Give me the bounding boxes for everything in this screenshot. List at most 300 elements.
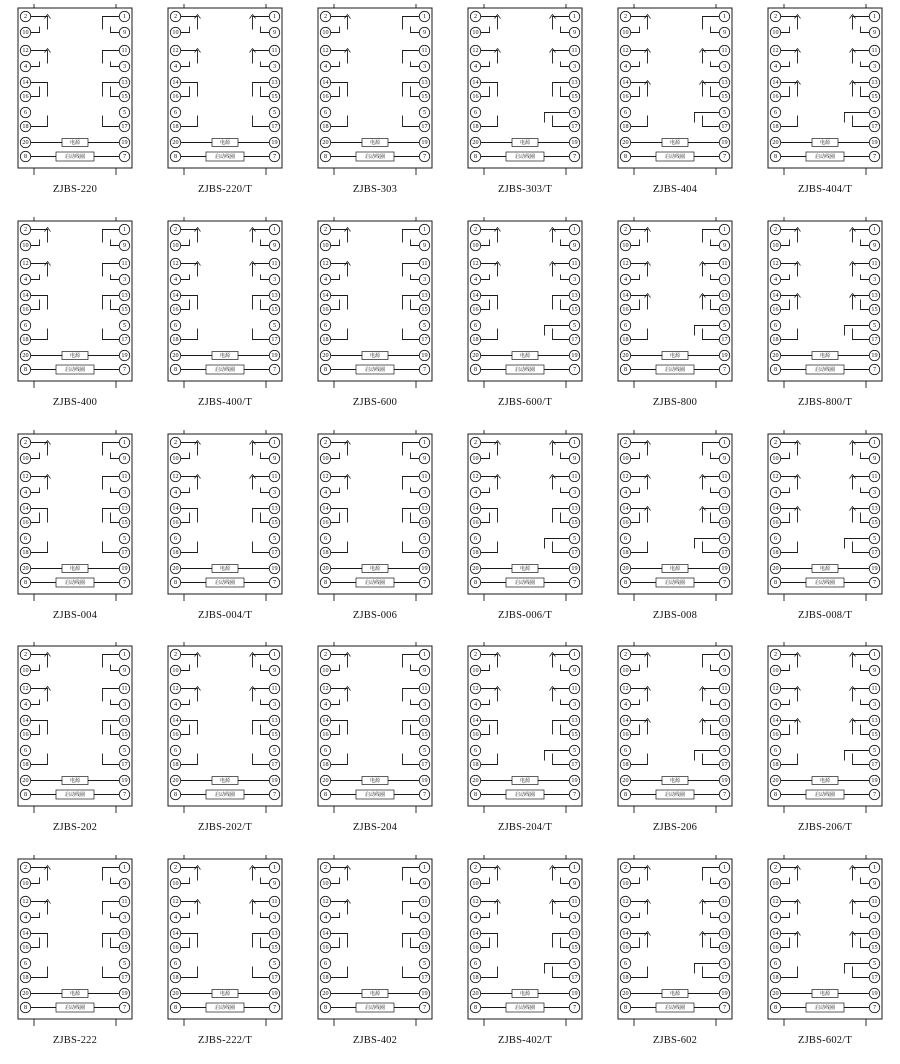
svg-text:15: 15 <box>721 944 728 952</box>
svg-text:14: 14 <box>322 930 329 938</box>
svg-text:5: 5 <box>272 534 277 542</box>
diagram-cell <box>300 213 450 426</box>
svg-text:1: 1 <box>572 225 577 233</box>
svg-text:15: 15 <box>421 305 428 313</box>
svg-text:19: 19 <box>271 139 278 147</box>
svg-text:7: 7 <box>872 1004 877 1012</box>
svg-text:18: 18 <box>622 974 629 982</box>
relay-wiring-diagram <box>162 642 288 822</box>
svg-text:8: 8 <box>323 791 328 799</box>
svg-text:16: 16 <box>22 518 29 526</box>
svg-text:10: 10 <box>322 454 329 462</box>
svg-text:2: 2 <box>173 438 178 446</box>
svg-text:7: 7 <box>572 1004 577 1012</box>
svg-text:2: 2 <box>23 864 28 872</box>
svg-text:启动线圈: 启动线圈 <box>664 1004 686 1011</box>
svg-text:启动线圈: 启动线圈 <box>364 153 386 160</box>
svg-text:18: 18 <box>772 123 779 131</box>
diagram-cell <box>600 213 750 426</box>
svg-text:11: 11 <box>271 685 278 693</box>
svg-text:14: 14 <box>772 930 779 938</box>
svg-text:启动线圈: 启动线圈 <box>214 1004 236 1011</box>
svg-text:启动线圈: 启动线圈 <box>664 153 686 160</box>
svg-text:9: 9 <box>572 454 577 462</box>
svg-text:18: 18 <box>172 548 179 556</box>
svg-text:5: 5 <box>872 109 877 117</box>
svg-text:20: 20 <box>472 777 479 785</box>
diagram-caption: ZJBS-220/T <box>198 184 252 195</box>
svg-text:19: 19 <box>421 990 428 998</box>
svg-text:16: 16 <box>472 305 479 313</box>
svg-text:15: 15 <box>871 731 878 739</box>
svg-text:9: 9 <box>722 454 727 462</box>
svg-text:8: 8 <box>773 153 778 161</box>
svg-text:17: 17 <box>421 974 428 982</box>
svg-text:3: 3 <box>572 275 577 283</box>
svg-text:电源: 电源 <box>69 778 81 785</box>
diagram-cell <box>450 0 600 213</box>
svg-text:2: 2 <box>323 225 328 233</box>
svg-text:12: 12 <box>622 685 629 693</box>
svg-text:7: 7 <box>422 153 427 161</box>
svg-text:5: 5 <box>572 109 577 117</box>
svg-text:8: 8 <box>323 153 328 161</box>
svg-text:18: 18 <box>322 123 329 131</box>
svg-text:10: 10 <box>22 241 29 249</box>
svg-text:启动线圈: 启动线圈 <box>814 366 836 373</box>
svg-text:5: 5 <box>872 960 877 968</box>
svg-text:12: 12 <box>322 47 329 55</box>
relay-wiring-diagram <box>312 430 438 610</box>
relay-wiring-diagram <box>312 642 438 822</box>
svg-text:12: 12 <box>772 685 779 693</box>
svg-text:18: 18 <box>22 335 29 343</box>
svg-text:16: 16 <box>172 944 179 952</box>
svg-text:13: 13 <box>571 291 578 299</box>
svg-text:14: 14 <box>22 291 29 299</box>
svg-text:4: 4 <box>773 63 778 71</box>
svg-text:12: 12 <box>322 685 329 693</box>
svg-text:13: 13 <box>571 504 578 512</box>
svg-text:启动线圈: 启动线圈 <box>814 579 836 586</box>
svg-text:7: 7 <box>722 153 727 161</box>
svg-text:6: 6 <box>623 321 628 329</box>
svg-text:16: 16 <box>172 305 179 313</box>
svg-text:11: 11 <box>571 259 578 267</box>
svg-text:17: 17 <box>721 761 728 769</box>
svg-text:6: 6 <box>323 960 328 968</box>
svg-text:7: 7 <box>122 578 127 586</box>
svg-text:8: 8 <box>323 578 328 586</box>
svg-text:5: 5 <box>872 747 877 755</box>
svg-text:电源: 电源 <box>819 778 831 785</box>
svg-text:13: 13 <box>871 504 878 512</box>
svg-text:5: 5 <box>422 109 427 117</box>
diagram-caption: ZJBS-600/T <box>498 396 552 408</box>
svg-text:20: 20 <box>472 990 479 998</box>
svg-text:6: 6 <box>773 534 778 542</box>
svg-text:14: 14 <box>172 79 179 87</box>
svg-text:12: 12 <box>172 259 179 267</box>
svg-text:10: 10 <box>22 667 29 675</box>
diagram-caption: ZJBS-402 <box>352 1035 398 1047</box>
svg-text:5: 5 <box>572 747 577 755</box>
svg-text:15: 15 <box>271 944 278 952</box>
svg-text:13: 13 <box>421 291 428 299</box>
svg-text:18: 18 <box>322 761 329 769</box>
svg-text:14: 14 <box>322 717 329 725</box>
svg-text:11: 11 <box>121 47 128 55</box>
svg-text:9: 9 <box>422 29 427 37</box>
svg-text:16: 16 <box>322 518 329 526</box>
svg-text:启动线圈: 启动线圈 <box>364 1004 386 1011</box>
svg-text:4: 4 <box>773 701 778 709</box>
svg-text:7: 7 <box>722 578 727 586</box>
diagram-cell <box>750 851 900 1064</box>
svg-text:18: 18 <box>172 761 179 769</box>
svg-text:12: 12 <box>622 472 629 480</box>
svg-text:6: 6 <box>323 321 328 329</box>
svg-text:17: 17 <box>871 974 878 982</box>
svg-text:电源: 电源 <box>519 139 531 146</box>
svg-text:6: 6 <box>623 109 628 117</box>
svg-text:20: 20 <box>22 564 29 572</box>
svg-text:19: 19 <box>871 351 878 359</box>
svg-text:8: 8 <box>623 365 628 373</box>
svg-text:电源: 电源 <box>69 565 81 572</box>
svg-text:12: 12 <box>172 685 179 693</box>
svg-text:16: 16 <box>22 305 29 313</box>
svg-text:电源: 电源 <box>69 139 81 146</box>
svg-text:5: 5 <box>122 321 127 329</box>
svg-text:8: 8 <box>173 791 178 799</box>
svg-text:20: 20 <box>322 777 329 785</box>
svg-text:9: 9 <box>722 880 727 888</box>
svg-text:6: 6 <box>773 321 778 329</box>
svg-text:9: 9 <box>572 667 577 675</box>
svg-text:6: 6 <box>473 534 478 542</box>
svg-text:启动线圈: 启动线圈 <box>814 153 836 160</box>
svg-text:13: 13 <box>571 930 578 938</box>
svg-text:19: 19 <box>421 777 428 785</box>
svg-text:7: 7 <box>872 365 877 373</box>
svg-text:2: 2 <box>173 225 178 233</box>
relay-wiring-diagram <box>162 4 288 184</box>
svg-text:1: 1 <box>422 438 427 446</box>
svg-text:5: 5 <box>122 747 127 755</box>
svg-text:6: 6 <box>173 747 178 755</box>
svg-text:9: 9 <box>122 241 127 249</box>
svg-text:2: 2 <box>773 13 778 21</box>
svg-text:1: 1 <box>722 864 727 872</box>
svg-text:6: 6 <box>173 321 178 329</box>
svg-text:电源: 电源 <box>219 778 231 785</box>
svg-text:11: 11 <box>271 259 278 267</box>
svg-text:1: 1 <box>572 13 577 21</box>
svg-text:电源: 电源 <box>669 352 681 359</box>
diagram-cell <box>600 638 750 851</box>
svg-text:启动线圈: 启动线圈 <box>64 792 86 799</box>
svg-text:13: 13 <box>121 717 128 725</box>
svg-text:2: 2 <box>323 13 328 21</box>
svg-text:11: 11 <box>721 47 728 55</box>
svg-text:14: 14 <box>472 504 479 512</box>
svg-text:10: 10 <box>772 241 779 249</box>
svg-text:6: 6 <box>773 960 778 968</box>
diagram-cell <box>150 213 300 426</box>
svg-text:3: 3 <box>722 275 727 283</box>
svg-text:20: 20 <box>22 990 29 998</box>
svg-text:19: 19 <box>571 351 578 359</box>
svg-text:6: 6 <box>473 109 478 117</box>
svg-text:8: 8 <box>773 365 778 373</box>
svg-text:9: 9 <box>272 454 277 462</box>
svg-text:13: 13 <box>271 504 278 512</box>
svg-text:18: 18 <box>172 335 179 343</box>
relay-wiring-diagram <box>612 855 738 1035</box>
svg-text:1: 1 <box>722 225 727 233</box>
svg-text:16: 16 <box>622 944 629 952</box>
svg-text:2: 2 <box>623 438 628 446</box>
diagram-cell <box>150 0 300 213</box>
svg-text:10: 10 <box>622 667 629 675</box>
svg-text:启动线圈: 启动线圈 <box>514 792 536 799</box>
svg-text:16: 16 <box>172 731 179 739</box>
svg-text:电源: 电源 <box>69 990 81 997</box>
svg-text:6: 6 <box>623 534 628 542</box>
svg-text:13: 13 <box>721 930 728 938</box>
svg-text:19: 19 <box>121 564 128 572</box>
svg-text:18: 18 <box>472 974 479 982</box>
relay-wiring-diagram <box>762 855 888 1035</box>
relay-wiring-diagram <box>312 217 438 397</box>
svg-text:20: 20 <box>772 777 779 785</box>
svg-text:9: 9 <box>272 880 277 888</box>
svg-text:15: 15 <box>421 93 428 101</box>
svg-text:16: 16 <box>622 731 629 739</box>
svg-text:4: 4 <box>173 275 178 283</box>
svg-text:17: 17 <box>871 548 878 556</box>
svg-text:8: 8 <box>173 578 178 586</box>
diagram-caption: ZJBS-006 <box>352 609 398 621</box>
diagram-caption: ZJBS-004/T <box>198 609 252 621</box>
svg-text:10: 10 <box>622 29 629 37</box>
svg-text:电源: 电源 <box>669 139 681 146</box>
svg-text:16: 16 <box>772 305 779 313</box>
svg-text:6: 6 <box>173 109 178 117</box>
svg-text:11: 11 <box>871 259 878 267</box>
svg-text:11: 11 <box>871 47 878 55</box>
svg-text:电源: 电源 <box>669 778 681 785</box>
svg-text:8: 8 <box>23 1004 28 1012</box>
relay-wiring-diagram <box>762 217 888 397</box>
svg-text:13: 13 <box>871 930 878 938</box>
svg-text:4: 4 <box>773 914 778 922</box>
relay-wiring-diagram <box>762 642 888 822</box>
svg-text:14: 14 <box>172 930 179 938</box>
svg-text:20: 20 <box>322 139 329 147</box>
svg-text:13: 13 <box>421 930 428 938</box>
svg-text:18: 18 <box>22 974 29 982</box>
svg-text:5: 5 <box>272 747 277 755</box>
svg-text:3: 3 <box>872 488 877 496</box>
svg-text:10: 10 <box>772 880 779 888</box>
svg-text:10: 10 <box>622 880 629 888</box>
svg-text:17: 17 <box>271 123 278 131</box>
svg-text:19: 19 <box>871 777 878 785</box>
svg-text:14: 14 <box>772 291 779 299</box>
diagram-cell <box>300 0 450 213</box>
svg-text:1: 1 <box>872 225 877 233</box>
svg-text:启动线圈: 启动线圈 <box>664 366 686 373</box>
svg-text:2: 2 <box>773 651 778 659</box>
svg-text:9: 9 <box>722 667 727 675</box>
svg-text:7: 7 <box>722 791 727 799</box>
svg-text:14: 14 <box>322 79 329 87</box>
svg-text:5: 5 <box>122 960 127 968</box>
svg-text:17: 17 <box>871 123 878 131</box>
svg-text:8: 8 <box>773 578 778 586</box>
svg-text:17: 17 <box>571 548 578 556</box>
relay-wiring-diagram <box>462 642 588 822</box>
svg-text:7: 7 <box>422 1004 427 1012</box>
svg-text:19: 19 <box>721 351 728 359</box>
svg-text:20: 20 <box>172 139 179 147</box>
svg-text:15: 15 <box>121 305 128 313</box>
svg-text:3: 3 <box>722 701 727 709</box>
svg-text:15: 15 <box>571 305 578 313</box>
diagram-caption: ZJBS-404 <box>652 184 698 195</box>
svg-text:14: 14 <box>22 504 29 512</box>
svg-text:15: 15 <box>721 93 728 101</box>
svg-text:2: 2 <box>773 225 778 233</box>
svg-text:11: 11 <box>271 472 278 480</box>
svg-text:电源: 电源 <box>369 990 381 997</box>
svg-text:13: 13 <box>271 717 278 725</box>
svg-text:17: 17 <box>421 123 428 131</box>
svg-text:12: 12 <box>472 259 479 267</box>
svg-text:1: 1 <box>422 225 427 233</box>
svg-text:3: 3 <box>122 701 127 709</box>
diagram-caption: ZJBS-220 <box>52 184 98 195</box>
svg-text:12: 12 <box>22 685 29 693</box>
svg-text:启动线圈: 启动线圈 <box>664 579 686 586</box>
diagram-caption: ZJBS-800/T <box>798 396 852 408</box>
svg-text:15: 15 <box>421 731 428 739</box>
svg-text:18: 18 <box>472 761 479 769</box>
svg-text:12: 12 <box>172 472 179 480</box>
svg-text:2: 2 <box>623 864 628 872</box>
svg-text:9: 9 <box>572 241 577 249</box>
svg-text:7: 7 <box>272 365 277 373</box>
diagram-caption: ZJBS-400 <box>52 396 98 408</box>
svg-text:19: 19 <box>871 564 878 572</box>
svg-text:19: 19 <box>121 990 128 998</box>
svg-text:16: 16 <box>772 944 779 952</box>
diagram-cell <box>0 851 150 1064</box>
svg-text:16: 16 <box>772 518 779 526</box>
svg-text:8: 8 <box>173 153 178 161</box>
svg-text:19: 19 <box>571 777 578 785</box>
svg-text:3: 3 <box>122 63 127 71</box>
svg-text:15: 15 <box>721 731 728 739</box>
svg-text:19: 19 <box>721 139 728 147</box>
svg-text:7: 7 <box>572 365 577 373</box>
svg-text:12: 12 <box>322 898 329 906</box>
svg-text:14: 14 <box>622 717 629 725</box>
svg-text:15: 15 <box>121 944 128 952</box>
diagram-cell <box>450 851 600 1064</box>
svg-text:电源: 电源 <box>819 990 831 997</box>
svg-text:6: 6 <box>173 534 178 542</box>
svg-text:8: 8 <box>473 791 478 799</box>
svg-text:10: 10 <box>472 454 479 462</box>
diagram-caption: ZJBS-204 <box>352 822 398 834</box>
svg-text:启动线圈: 启动线圈 <box>64 1004 86 1011</box>
svg-text:5: 5 <box>572 534 577 542</box>
svg-text:2: 2 <box>473 651 478 659</box>
svg-text:13: 13 <box>421 79 428 87</box>
diagram-caption: ZJBS-004 <box>52 609 98 621</box>
svg-text:2: 2 <box>623 13 628 21</box>
diagram-cell <box>150 426 300 639</box>
svg-text:12: 12 <box>622 47 629 55</box>
diagram-caption: ZJBS-008/T <box>798 609 852 621</box>
svg-text:启动线圈: 启动线圈 <box>814 1004 836 1011</box>
svg-text:3: 3 <box>872 701 877 709</box>
svg-text:15: 15 <box>121 93 128 101</box>
svg-text:11: 11 <box>421 47 428 55</box>
svg-text:9: 9 <box>122 667 127 675</box>
svg-text:12: 12 <box>772 898 779 906</box>
svg-text:10: 10 <box>622 454 629 462</box>
relay-wiring-diagram <box>612 4 738 184</box>
svg-text:9: 9 <box>722 29 727 37</box>
svg-text:9: 9 <box>122 29 127 37</box>
svg-text:14: 14 <box>322 504 329 512</box>
svg-text:19: 19 <box>271 564 278 572</box>
svg-text:13: 13 <box>571 717 578 725</box>
svg-text:7: 7 <box>872 791 877 799</box>
svg-text:12: 12 <box>172 47 179 55</box>
relay-wiring-diagram <box>12 855 138 1035</box>
relay-wiring-diagram <box>162 217 288 397</box>
svg-text:19: 19 <box>571 990 578 998</box>
svg-text:15: 15 <box>421 518 428 526</box>
svg-text:16: 16 <box>772 731 779 739</box>
svg-text:15: 15 <box>571 944 578 952</box>
svg-text:3: 3 <box>872 63 877 71</box>
svg-text:15: 15 <box>871 518 878 526</box>
svg-text:2: 2 <box>173 13 178 21</box>
svg-text:1: 1 <box>572 864 577 872</box>
svg-text:9: 9 <box>872 880 877 888</box>
svg-text:9: 9 <box>572 29 577 37</box>
svg-text:电源: 电源 <box>219 565 231 572</box>
svg-text:6: 6 <box>23 960 28 968</box>
svg-text:4: 4 <box>623 63 628 71</box>
svg-text:1: 1 <box>272 864 277 872</box>
svg-text:17: 17 <box>121 123 128 131</box>
svg-text:4: 4 <box>173 488 178 496</box>
svg-text:9: 9 <box>722 241 727 249</box>
svg-text:10: 10 <box>472 29 479 37</box>
svg-text:17: 17 <box>571 761 578 769</box>
svg-text:4: 4 <box>473 914 478 922</box>
svg-text:14: 14 <box>772 717 779 725</box>
svg-text:4: 4 <box>623 914 628 922</box>
svg-text:14: 14 <box>22 930 29 938</box>
